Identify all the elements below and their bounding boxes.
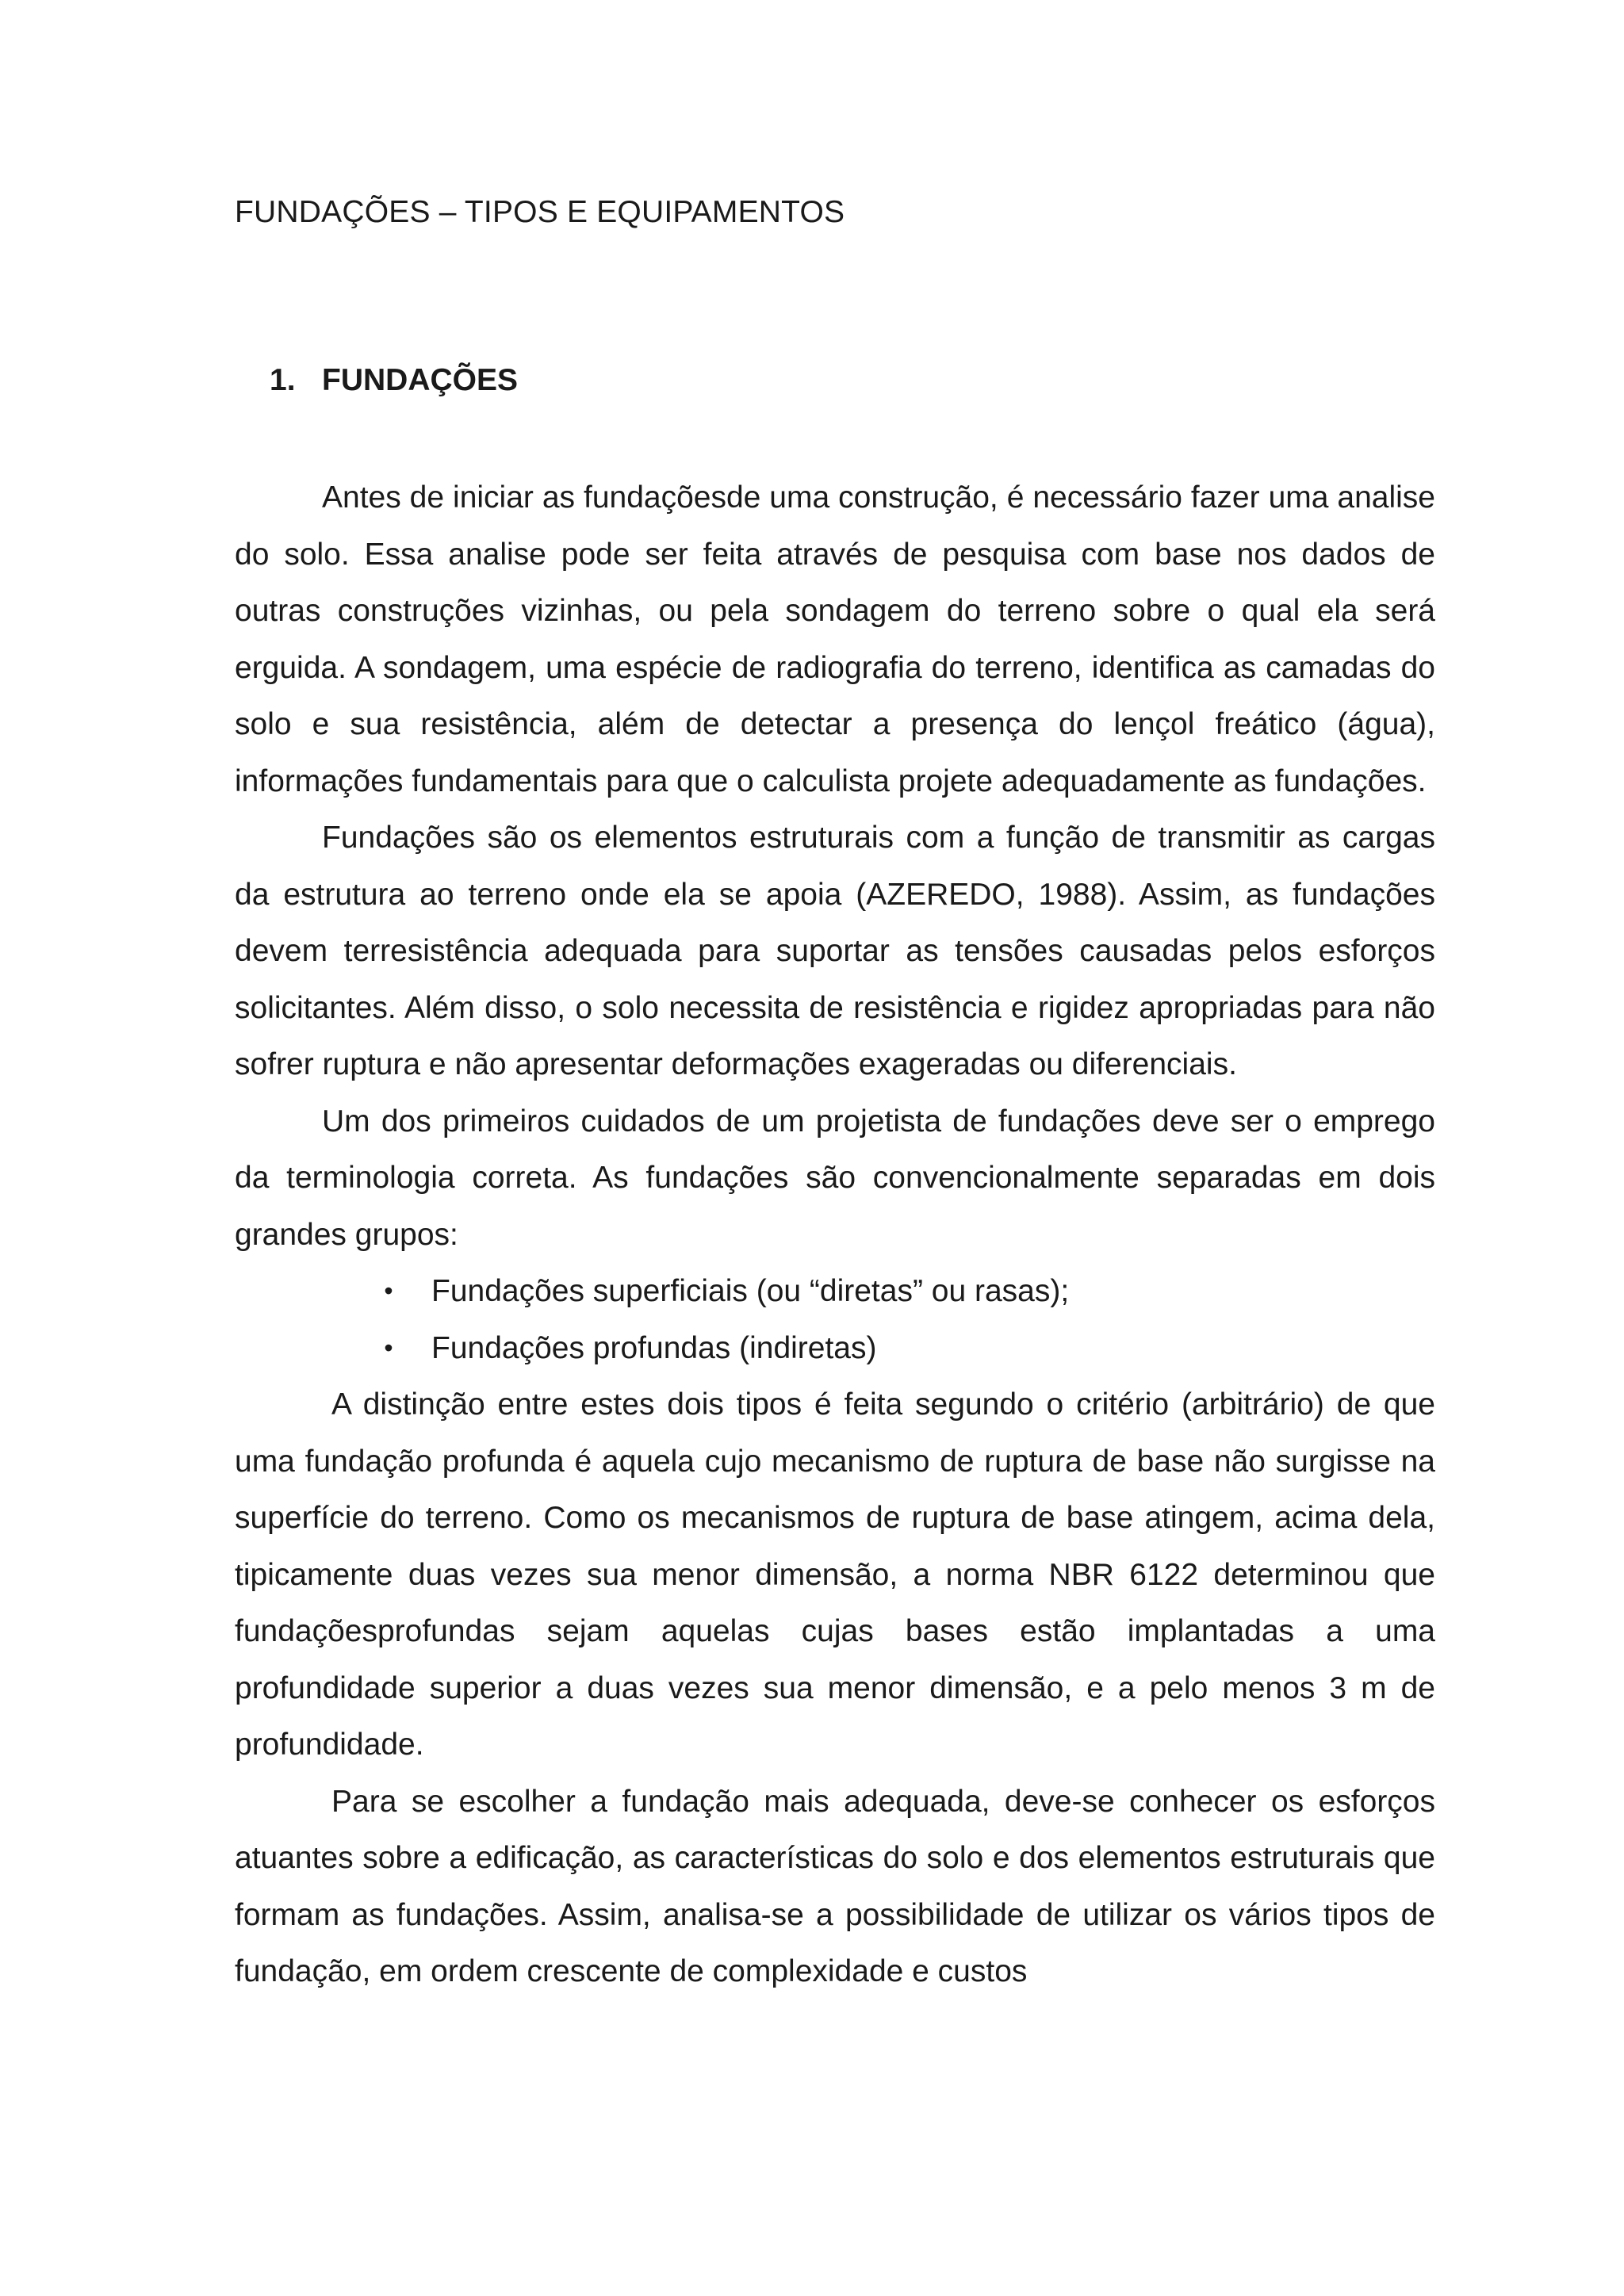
document-body <box>235 469 1435 2000</box>
list-item-text: Fundações profundas (indiretas) <box>431 1330 877 1365</box>
list-item <box>384 1320 1435 1377</box>
section-heading <box>270 358 518 403</box>
paragraph-5: Para se escolher a fundação mais adequada, deve-se conhecer os esforços atuantes sobre a edificação, as características do solo e dos elementos estruturais que formam as fundações. Assim, analisa-se a possibilidade de utilizar os vários tipos de fundação, em ordem crescente de complexidade e custos <box>235 1784 1435 1988</box>
bullet-marker: • <box>384 1276 393 1305</box>
paragraph-1: Antes de iniciar as fundaçõesde uma construção, é necessário fazer uma analise do solo. Essa analise pode ser feita através de pesquisa com base nos dados de outras construções vizinhas, ou pela sondagem do terreno sobre o qual ela será erguida. A sondagem, uma espécie de radiografia do terreno, identifica as camadas do solo e sua resistência, além de detectar a presença do lençol freático (água), informações fundamentais para que o calculista projete adequadamente as fundações. <box>235 480 1435 798</box>
section-heading-text: FUNDAÇÕES <box>322 363 519 397</box>
paragraph-2: Fundações são os elementos estruturais com a função de transmitir as cargas da estrutura ao terreno onde ela se apoia (AZEREDO, 1988). Assim, as fundações devem terresistência adequada para suportar as tensões causadas pelos esforços solicitantes. Além disso, o solo necessita de resistência e rigidez apropriadas para não sofrer ruptura e não apresentar deformações exageradas ou diferenciais. <box>235 821 1435 1081</box>
paragraph-4: A distinção entre estes dois tipos é feita segundo o critério (arbitrário) de que uma fundação profunda é aquela cujo mecanismo de ruptura de base não surgisse na superfície do terreno. Como os mecanismos de ruptura de base atingem, acima dela, tipicamente duas vezes sua menor dimensão, a norma NBR 6122 determinou que fundaçõesprofundas sejam aquelas cujas bases estão implantadas a uma profundidade superior a duas vezes sua menor dimensão, e a pelo menos 3 m de profundidade. <box>235 1387 1435 1762</box>
list-item <box>384 1263 1435 1320</box>
paragraph-3: Um dos primeiros cuidados de um projetista de fundações deve ser o emprego da terminologia correta. As fundações são convencionalmente separadas em dois grandes grupos: <box>235 1104 1435 1252</box>
bullet-marker: • <box>384 1333 393 1362</box>
list-item-text: Fundações superficiais (ou “diretas” ou rasas); <box>431 1274 1070 1308</box>
document-title: FUNDAÇÕES – TIPOS E EQUIPAMENTOS <box>235 195 845 229</box>
bullet-list <box>235 1263 1435 1376</box>
section-number: 1. <box>270 363 296 397</box>
